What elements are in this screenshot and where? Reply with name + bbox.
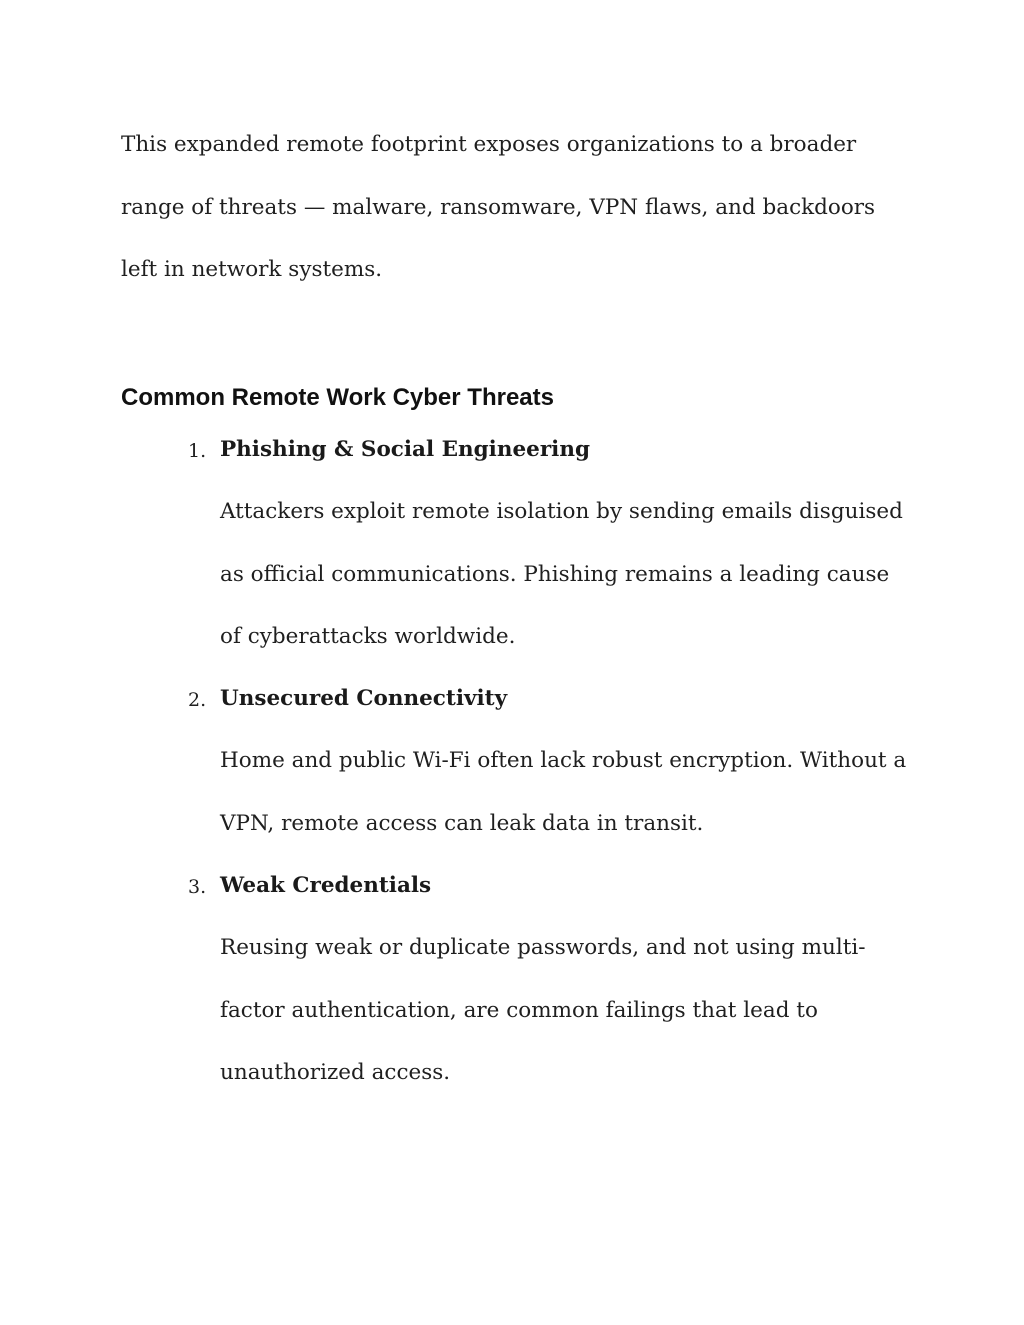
section-heading: Common Remote Work Cyber Threats xyxy=(121,384,554,411)
list-item-title: Weak Credentials xyxy=(220,873,432,898)
list-item-title: Phishing & Social Engineering xyxy=(220,437,590,462)
list-item-number: 3. xyxy=(188,876,207,898)
list-item-description: Home and public Wi‑Fi often lack robust encryption. Without a VPN, remote access can leak data in transit. xyxy=(220,748,907,836)
list-item-number: 2. xyxy=(188,689,207,711)
list-item-description: Reusing weak or duplicate passwords, and not using multi-factor authentication, are common failings that lead to unauthorized access. xyxy=(220,935,866,1085)
list-item-number: 1. xyxy=(188,440,207,462)
intro-paragraph: This expanded remote footprint exposes organizations to a broader range of threats — malware, ransomware, VPN flaws, and backdoors left in network systems. xyxy=(121,132,876,282)
list-item-title: Unsecured Connectivity xyxy=(220,686,508,711)
list-item-description: Attackers exploit remote isolation by sending emails disguised as official communications. Phishing remains a leading cause of cyberattacks worldwide. xyxy=(220,499,903,649)
